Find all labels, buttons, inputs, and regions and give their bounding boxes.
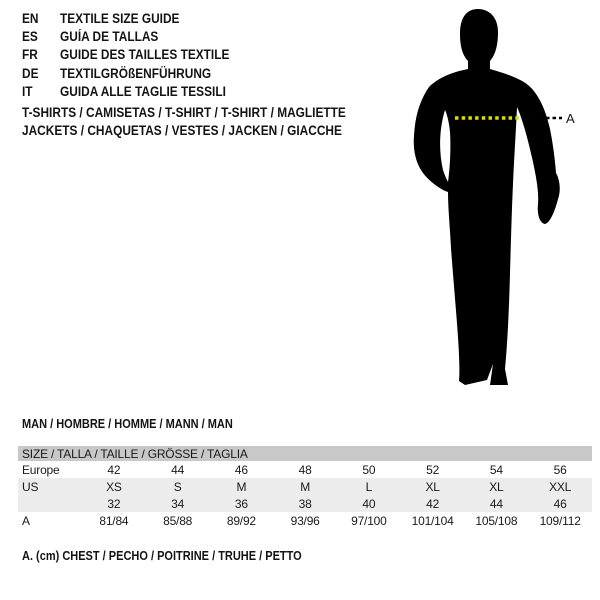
language-title: GUÍA DE TALLAS (60, 29, 159, 45)
cell: M (210, 478, 274, 495)
section-title-man: MAN / HOMBRE / HOMME / MANN / MAN (22, 417, 233, 431)
row-label: A (22, 513, 30, 528)
cell: 42 (107, 462, 121, 477)
language-code: FR (22, 47, 38, 63)
language-title: GUIDE DES TAILLES TEXTILE (60, 47, 230, 63)
row-label: Europe (22, 462, 60, 477)
language-row (22, 46, 253, 64)
measurement-label-a: A (566, 111, 575, 126)
row-label: US (18, 478, 82, 495)
cell: 81/84 (99, 513, 129, 528)
language-code: EN (22, 11, 39, 26)
cell: 54 (489, 462, 503, 477)
row-label (18, 495, 82, 512)
cell: M (273, 478, 337, 495)
language-row (22, 65, 253, 83)
cell: 109/112 (539, 513, 581, 528)
cell: XS (82, 478, 146, 495)
category-line-jackets: JACKETS / CHAQUETAS / VESTES / JACKEN / GIACCHE (22, 123, 342, 138)
table-row-numeric (18, 495, 592, 512)
language-row (22, 83, 253, 101)
cell: 85/88 (163, 513, 193, 528)
cell: 36 (210, 495, 274, 512)
language-list (22, 10, 253, 101)
cell: 40 (337, 495, 401, 512)
cell: 52 (426, 462, 440, 477)
language-code: ES (22, 29, 38, 45)
cell: XL (401, 478, 465, 495)
cell: XL (465, 478, 529, 495)
cell: 34 (146, 495, 210, 512)
cell: L (337, 478, 401, 495)
cell: 38 (273, 495, 337, 512)
cell: 93/96 (290, 513, 320, 528)
cell: XXL (528, 478, 592, 495)
cell: 46 (528, 495, 592, 512)
category-lines (22, 104, 390, 140)
size-table (18, 446, 592, 529)
table-row-us (18, 478, 592, 495)
cell: 56 (553, 462, 567, 477)
cell: 42 (401, 495, 465, 512)
table-row-europe (18, 461, 592, 478)
cell: 44 (171, 462, 185, 477)
size-table-header-row (18, 446, 592, 461)
cell: 89/92 (226, 513, 256, 528)
cell: 101/104 (411, 513, 454, 528)
language-row (22, 28, 253, 46)
cell: 105/108 (475, 513, 518, 528)
table-row-chest-a (18, 512, 592, 529)
category-line-tshirts: T-SHIRTS / CAMISETAS / T-SHIRT / T-SHIRT / MAGLIETTE (22, 105, 346, 120)
cell: 44 (465, 495, 529, 512)
size-table-header: SIZE / TALLA / TAILLE / GRÖSSE / TAGLIA (18, 446, 592, 461)
cell: 48 (298, 462, 312, 477)
language-code: DE (22, 65, 39, 81)
cell: 32 (82, 495, 146, 512)
cell: 46 (234, 462, 248, 477)
language-title: TEXTILE SIZE GUIDE (60, 11, 180, 26)
measurement-footnote: A. (cm) CHEST / PECHO / POITRINE / TRUHE / PETTO (22, 549, 302, 563)
man-silhouette (414, 9, 560, 385)
language-code: IT (22, 83, 33, 99)
language-row (22, 10, 253, 28)
language-title: TEXTILGRÖßENFÜHRUNG (60, 65, 212, 81)
cell: S (146, 478, 210, 495)
cell: 50 (362, 462, 376, 477)
man-silhouette-figure (405, 8, 580, 398)
cell: 97/100 (351, 513, 387, 528)
language-title: GUIDA ALLE TAGLIE TESSILI (60, 83, 226, 99)
